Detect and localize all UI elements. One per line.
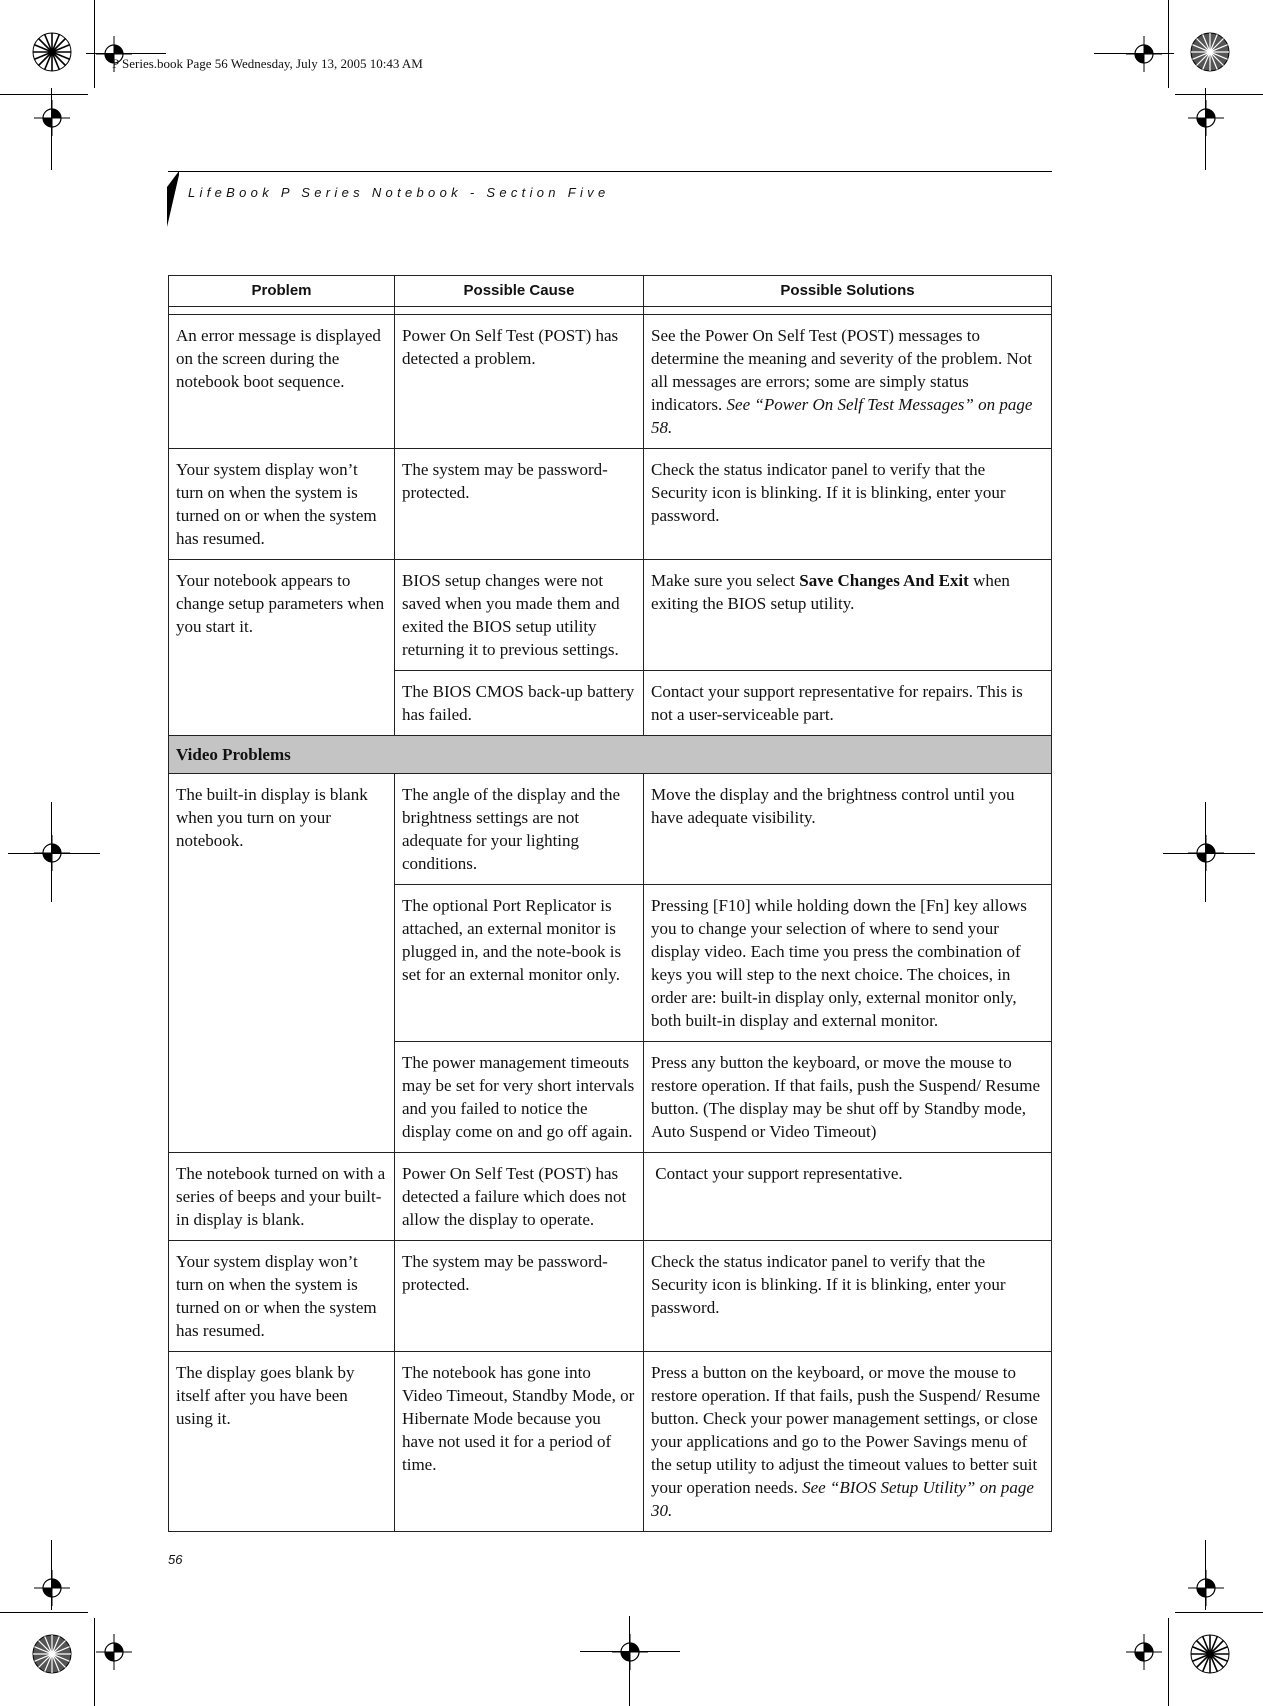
- table-row: [169, 1352, 1052, 1532]
- problem-cell: The display goes blank by itself after you have been using it.: [169, 1352, 395, 1532]
- corner-tab-icon: [167, 171, 179, 227]
- problem-cell: The built-in display is blank when you turn on your notebook.: [169, 774, 395, 1153]
- solution-cell: Move the display and the brightness control until you have adequate visibility.: [644, 774, 1052, 885]
- running-head: LifeBook P Series Notebook - Section Five: [188, 185, 610, 200]
- starburst-mark-top-left: [32, 32, 72, 72]
- solution-cell: Check the status indicator panel to verify that the Security icon is blinking. If it is blinking, enter your password.: [644, 449, 1052, 560]
- solution-cell: [644, 315, 1052, 449]
- problem-cell: Your notebook appears to change setup parameters when you start it.: [169, 560, 395, 736]
- solution-cell: [644, 1352, 1052, 1532]
- starburst-mark-bottom-right: [1190, 1634, 1230, 1674]
- cause-cell: The angle of the display and the brightness settings are not adequate for your lighting conditions.: [395, 774, 644, 885]
- table-row: [169, 449, 1052, 560]
- solution-cell: Press any button the keyboard, or move the mouse to restore operation. If that fails, push the Suspend/ Resume button. (The display may be shut off by Standby mode, Auto Suspend or Video Timeout): [644, 1042, 1052, 1153]
- problem-cell: Your system display won’t turn on when the system is turned on or when the system has resumed.: [169, 1241, 395, 1352]
- solution-cell: Contact your support representative for repairs. This is not a user-serviceable part.: [644, 671, 1052, 736]
- table-row: [169, 315, 1052, 449]
- header-spacer-row: [169, 307, 1052, 315]
- cause-cell: The power management timeouts may be set for very short intervals and you failed to notice the display come on and go off again.: [395, 1042, 644, 1153]
- solution-cell: [644, 560, 1052, 671]
- registration-mark-bottom-left-a: [34, 1570, 70, 1606]
- table-row: [169, 1241, 1052, 1352]
- solution-cell: Contact your support representative.: [644, 1153, 1052, 1241]
- cross-reference: See “BIOS Setup Utility” on page 30.: [651, 1478, 1034, 1520]
- page-number: 56: [168, 1552, 183, 1567]
- solution-text: when exiting the BIOS setup utility.: [651, 571, 1010, 613]
- table-row: [169, 560, 1052, 671]
- solution-text: See the Power On Self Test (POST) messages to determine the meaning and severity of the problem. Not all messages are errors; some are simply status indicators.: [651, 326, 1032, 414]
- registration-mark-top-right-a: [1126, 36, 1162, 72]
- solution-cell: Pressing [F10] while holding down the [Fn] key allows you to change your selection of where to send your display video. Each time you press the combination of keys you will step to the next choice. The choices, in order are: built-in display only, external monitor only, both built-in display and external monitor.: [644, 885, 1052, 1042]
- starburst-mark-top-right: [1190, 32, 1230, 72]
- column-header-problem: Problem: [169, 276, 395, 307]
- solution-text: Press a button on the keyboard, or move the mouse to restore operation. If that fails, push the Suspend/ Resume button. Check your power management settings, or close your applications and go to the Power Savings menu of the setup utility to adjust the timeout values to better suit your operation needs.: [651, 1363, 1041, 1497]
- cause-cell: The system may be password-protected.: [395, 1241, 644, 1352]
- registration-mark-top-left-b: [34, 100, 70, 136]
- cause-cell: The notebook has gone into Video Timeout, Standby Mode, or Hibernate Mode because you have not used it for a period of time.: [395, 1352, 644, 1532]
- problem-cell: The notebook turned on with a series of beeps and your built-in display is blank.: [169, 1153, 395, 1241]
- cause-cell: BIOS setup changes were not saved when you made them and exited the BIOS setup utility returning it to previous settings.: [395, 560, 644, 671]
- column-header-solutions: Possible Solutions: [644, 276, 1052, 307]
- registration-mark-bottom-right-b: [1126, 1634, 1162, 1670]
- problem-cell: Your system display won’t turn on when the system is turned on or when the system has resumed.: [169, 449, 395, 560]
- cause-cell: The system may be password-protected.: [395, 449, 644, 560]
- troubleshooting-table: [168, 275, 1052, 1532]
- starburst-mark-bottom-left: [32, 1634, 72, 1674]
- problem-cell: An error message is displayed on the screen during the notebook boot sequence.: [169, 315, 395, 449]
- registration-mark-top-right-b: [1188, 100, 1224, 136]
- print-slug: P Series.book Page 56 Wednesday, July 13, 2005 10:43 AM: [112, 56, 423, 71]
- registration-mark-bottom-left-b: [96, 1634, 132, 1670]
- table-row: [169, 774, 1052, 885]
- column-header-cause: Possible Cause: [395, 276, 644, 307]
- table-row: [169, 1153, 1052, 1241]
- cause-cell: The BIOS CMOS back-up battery has failed.: [395, 671, 644, 736]
- cause-cell: Power On Self Test (POST) has detected a failure which does not allow the display to operate.: [395, 1153, 644, 1241]
- header-rule: [168, 171, 1052, 172]
- table-header-row: [169, 276, 1052, 307]
- solution-text: Make sure you select: [651, 571, 800, 590]
- cause-cell: Power On Self Test (POST) has detected a problem.: [395, 315, 644, 449]
- solution-cell: Check the status indicator panel to verify that the Security icon is blinking. If it is blinking, enter your password.: [644, 1241, 1052, 1352]
- cause-cell: The optional Port Replicator is attached, an external monitor is plugged in, and the note-book is set for an external monitor only.: [395, 885, 644, 1042]
- registration-mark-bottom-center: [612, 1634, 648, 1670]
- cross-reference: See “Power On Self Test Messages” on page 58.: [651, 395, 1033, 437]
- section-row-video-problems: [169, 736, 1052, 774]
- registration-mark-bottom-right-a: [1188, 1570, 1224, 1606]
- menu-option-name: Save Changes And Exit: [799, 571, 969, 590]
- section-title: Video Problems: [169, 736, 1052, 774]
